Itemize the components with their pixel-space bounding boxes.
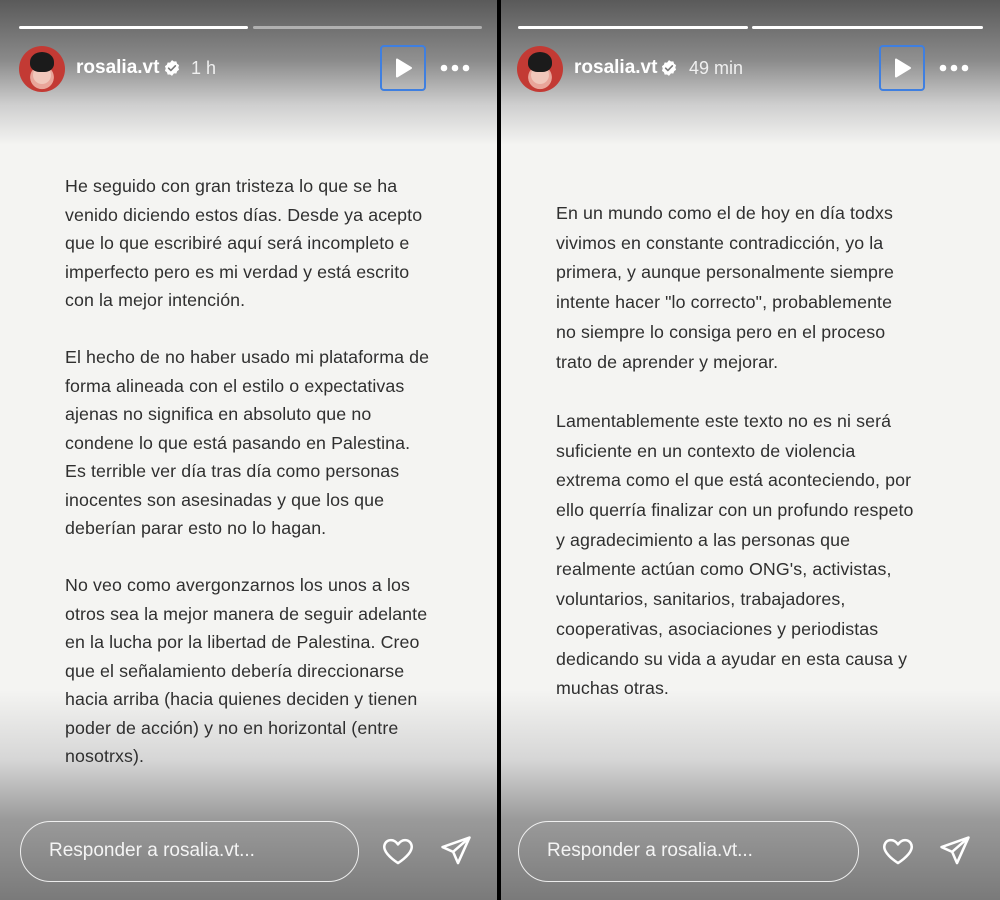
play-button[interactable] bbox=[879, 45, 925, 91]
timestamp: 49 min bbox=[689, 58, 744, 78]
avatar-hair bbox=[528, 52, 552, 72]
avatar[interactable] bbox=[19, 46, 65, 92]
avatar-hair bbox=[30, 52, 54, 72]
story-header bbox=[501, 44, 1000, 96]
send-icon[interactable] bbox=[938, 834, 972, 868]
play-icon bbox=[391, 56, 415, 80]
send-icon[interactable] bbox=[439, 834, 473, 868]
play-icon bbox=[890, 56, 914, 80]
play-button[interactable] bbox=[380, 45, 426, 91]
verified-badge-icon bbox=[660, 59, 678, 77]
more-options-button[interactable] bbox=[439, 58, 471, 78]
heart-icon[interactable] bbox=[881, 834, 915, 868]
reply-input[interactable]: Responder a rosalia.vt... bbox=[20, 821, 359, 882]
more-options-icon bbox=[440, 64, 470, 72]
story-paragraph: He seguido con gran tristeza lo que se ha venido diciendo estos días. Desde ya acepto que lo que escribiré aquí será incompleto e imperfecto pero es mi verdad y está escrito con la mejor intención. bbox=[65, 176, 423, 310]
more-options-icon bbox=[939, 64, 969, 72]
story-panel-left[interactable] bbox=[0, 0, 497, 900]
story-paragraph: En un mundo como el de hoy en día todxs vivimos en constante contradicción, yo la primera, y aunque personalmente siempre intente hacer "lo correcto", probablemente no siempre lo consiga pero en el proceso trato de aprender y mejorar. bbox=[556, 203, 894, 372]
story-text bbox=[65, 172, 485, 771]
progress-fill bbox=[19, 26, 248, 29]
story-progress-segment bbox=[752, 26, 983, 29]
story-progress-segment bbox=[253, 26, 482, 29]
username[interactable]: rosalia.vt bbox=[574, 57, 658, 78]
story-progress-segment bbox=[19, 26, 248, 29]
story-progress-segment bbox=[518, 26, 748, 29]
username[interactable]: rosalia.vt bbox=[76, 57, 160, 78]
story-paragraph: No veo como avergonzarnos los unos a los otros sea la mejor manera de seguir adelante en la lucha por la libertad de Palestina. Creo que el señalamiento debería direccionarse hacia arriba (hacia quienes deciden y tienen poder de acción) y no en horizontal (entre nosotrxs). bbox=[65, 575, 428, 766]
more-options-button[interactable] bbox=[938, 58, 970, 78]
reply-input[interactable]: Responder a rosalia.vt... bbox=[518, 821, 859, 882]
story-text bbox=[556, 199, 986, 704]
verified-badge-icon bbox=[163, 59, 181, 77]
avatar[interactable] bbox=[517, 46, 563, 92]
timestamp: 1 h bbox=[191, 58, 217, 78]
progress-fill bbox=[752, 26, 983, 29]
story-panel-right[interactable] bbox=[501, 0, 1000, 900]
story-paragraph: Lamentablemente este texto no es ni será suficiente en un contexto de violencia extrema como el que está aconteciendo, por ello querría finalizar con un profundo respeto y agradecimiento a las personas que realmente actúan como ONG's, activistas, voluntarios, sanitarios, trabajadores, cooperativas, asociaciones y periodistas dedicando su vida a ayudar en esta causa y muchas otras. bbox=[556, 410, 914, 699]
progress-fill bbox=[518, 26, 748, 29]
story-paragraph: El hecho de no haber usado mi plataforma de forma alineada con el estilo o expectativas ajenas no significa en absoluto que no condene lo que está pasando en Palestina. Es terrible ver día tras día como personas inocentes son asesinadas y que los que deberían parar esto no lo hagan. bbox=[65, 347, 430, 538]
story-header bbox=[0, 44, 497, 96]
heart-icon[interactable] bbox=[381, 834, 415, 868]
